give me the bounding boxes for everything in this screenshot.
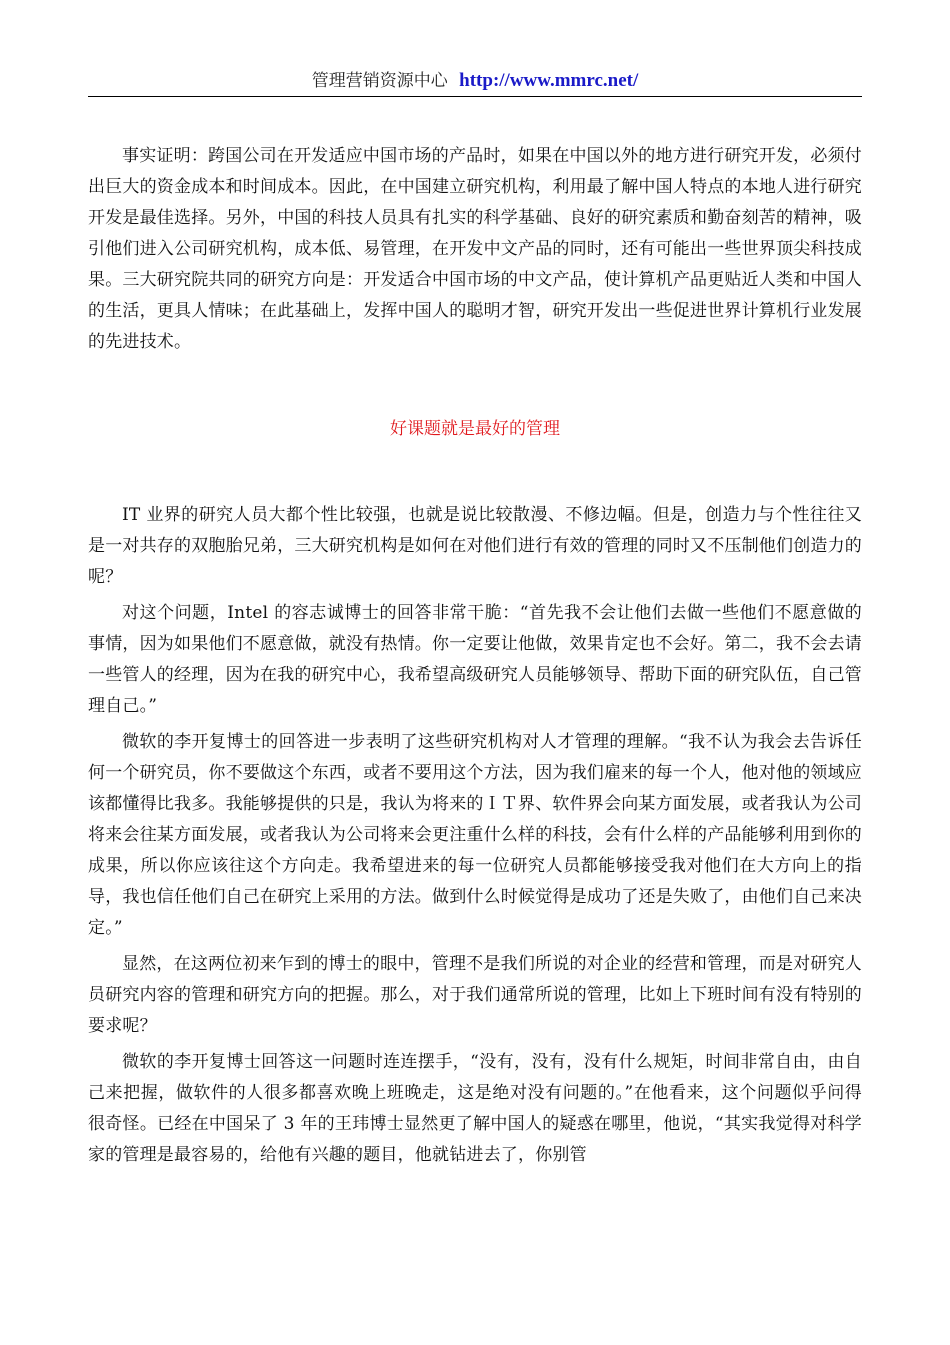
paragraph: 显然，在这两位初来乍到的博士的眼中，管理不是我们所说的对企业的经营和管理，而是对研究人员研究内容的管理和研究方向的把握。那么，对于我们通常所说的管理，比如上下班时间有没有特别的要求呢？ [88, 954, 862, 1036]
page-header [88, 68, 862, 94]
section-title: 好课题就是最好的管理 [390, 419, 560, 439]
site-url-link[interactable]: http://www.mmrc.net/ [459, 70, 639, 91]
intro-section [88, 141, 862, 358]
paragraph: IT 业界的研究人员大都个性比较强，也就是说比较散漫、不修边幅。但是，创造力与个性往往又是一对共存的双胞胎兄弟，三大研究机构是如何在对他们进行有效的管理的同时又不压制他们创造力的呢？ [88, 505, 862, 587]
paragraph: 对这个问题，Intel 的容志诚博士的回答非常干脆：“首先我不会让他们去做一些他们不愿意做的事情，因为如果他们不愿意做，就没有热情。你一定要让他做，效果肯定也不会好。第二，我不会去请一些管人的经理，因为在我的研究中心，我希望高级研究人员能够领导、帮助下面的研究队伍，自己管理自己。” [88, 603, 862, 716]
intro-paragraph: 事实证明：跨国公司在开发适应中国市场的产品时，如果在中国以外的地方进行研究开发，必须付出巨大的资金成本和时间成本。因此，在中国建立研究机构，利用最了解中国人特点的本地人进行研究开发是最佳选择。另外，中国的科技人员具有扎实的科学基础、良好的研究素质和勤奋刻苦的精神，吸引他们进入公司研究机构，成本低、易管理，在开发中文产品的同时，还有可能出一些世界顶尖科技成果。三大研究院共同的研究方向是：开发适合中国市场的中文产品，使计算机产品更贴近人类和中国人的生活，更具人情味；在此基础上，发挥中国人的聪明才智，研究开发出一些促进世界计算机行业发展的先进技术。 [88, 146, 862, 352]
paragraph: 微软的李开复博士的回答进一步表明了这些研究机构对人才管理的理解。“我不认为我会去告诉任何一个研究员，你不要做这个东西，或者不要用这个方法，因为我们雇来的每一个人，他对他的领域应该都懂得比我多。我能够提供的只是，我认为将来的ＩＴ界、软件界会向某方面发展，或者我认为公司将来会往某方面发展，或者我认为公司将来会更注重什么样的科技，会有什么样的产品能够利用到你的成果，所以你应该往这个方向走。我希望进来的每一位研究人员都能够接受我对他们在大方向上的指导，我也信任他们自己在研究上采用的方法。做到什么时候觉得是成功了还是失败了，由他们自己来决定。” [88, 732, 862, 938]
site-name: 管理营销资源中心 [311, 71, 448, 91]
header-divider [88, 96, 862, 97]
article-body [88, 500, 862, 1171]
paragraph: 微软的李开复博士回答这一问题时连连摆手，“没有，没有，没有什么规矩，时间非常自由，由自己来把握，做软件的人很多都喜欢晚上班晚走，这是绝对没有问题的。”在他看来，这个问题似乎问得很奇怪。已经在中国呆了 3 年的王玮博士显然更了解中国人的疑惑在哪里，他说，“其实我觉得对科学家的管理是最容易的，给他有兴趣的题目，他就钻进去了，你别管 [88, 1052, 862, 1165]
